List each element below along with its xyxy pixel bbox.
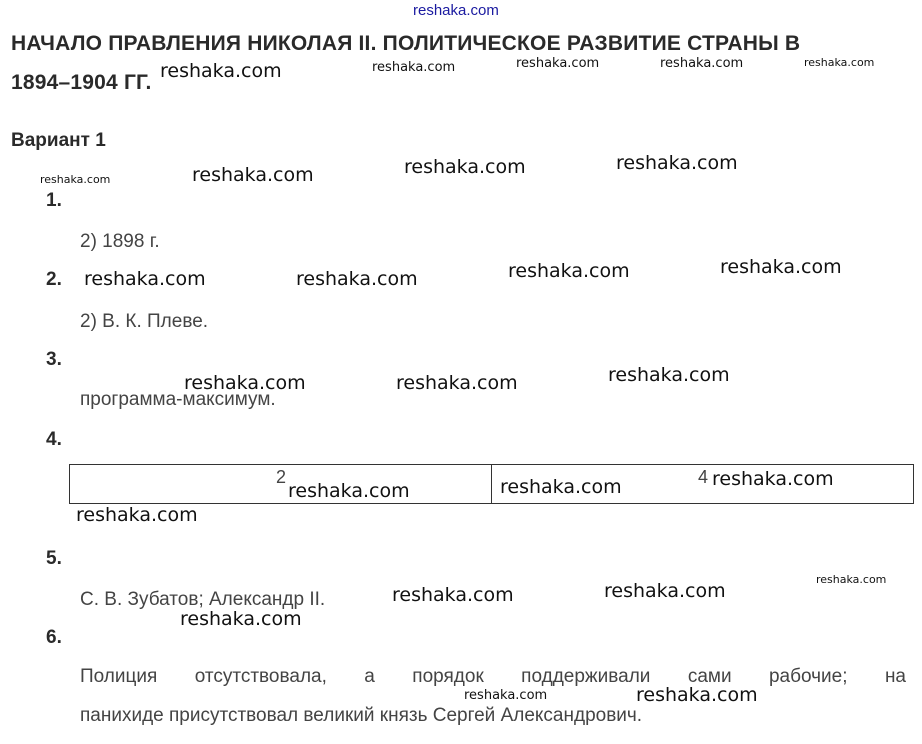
page-title-line2: 1894–1904 ГГ. [11,71,152,94]
watermark: reshaka.com [392,584,514,606]
watermark: reshaka.com [660,56,744,71]
watermark: reshaka.com [184,372,306,394]
page-title-line1: НАЧАЛО ПРАВЛЕНИЯ НИКОЛАЯ II. ПОЛИТИЧЕСКОЕ РАЗВИТИЕ СТРАНЫ В [11,32,801,55]
watermark: reshaka.com [404,156,526,178]
watermark: reshaka.com [180,608,302,630]
watermark: reshaka.com [816,573,887,586]
watermark: reshaka.com [296,268,418,290]
answer-6-line1: Полиция отсутствовала, а порядок поддерживали сами рабочие; на [80,666,906,687]
watermark: reshaka.com [160,60,282,82]
watermark: reshaka.com [508,260,630,282]
question-number-3: 3. [46,349,62,370]
site-watermark-top: reshaka.com [413,2,499,19]
question-number-2: 2. [46,269,62,290]
watermark: reshaka.com [720,256,842,278]
watermark: reshaka.com [288,480,410,502]
question-number-1: 1. [46,190,62,211]
watermark: reshaka.com [804,56,875,69]
answer-3: программа-максимум. [80,389,276,410]
watermark: reshaka.com [608,364,730,386]
watermark: reshaka.com [604,580,726,602]
answer-2: 2) В. К. Плеве. [80,311,209,332]
answer-1: 2) 1898 г. [80,231,160,252]
watermark: reshaka.com [76,504,198,526]
watermark: reshaka.com [192,164,314,186]
watermark: reshaka.com [40,173,111,186]
watermark: reshaka.com [500,476,622,498]
variant-heading: Вариант 1 [11,130,106,151]
question-number-5: 5. [46,548,62,569]
watermark: reshaka.com [616,152,738,174]
question-number-6: 6. [46,627,62,648]
watermark: reshaka.com [636,684,758,706]
watermark: reshaka.com [712,468,834,490]
watermark: reshaka.com [396,372,518,394]
table-divider [491,465,492,503]
watermark: reshaka.com [84,268,206,290]
answer-5: С. В. Зубатов; Александр II. [80,589,326,610]
question-number-4: 4. [46,429,62,450]
table-cell-2: 4 [698,467,709,487]
watermark: reshaka.com [372,60,456,75]
answer-6-line2: панихиде присутствовал великий князь Сергей Александрович. [80,705,643,726]
watermark: reshaka.com [516,56,600,71]
watermark: reshaka.com [464,688,548,703]
table-cell-1: 2 [276,467,287,487]
